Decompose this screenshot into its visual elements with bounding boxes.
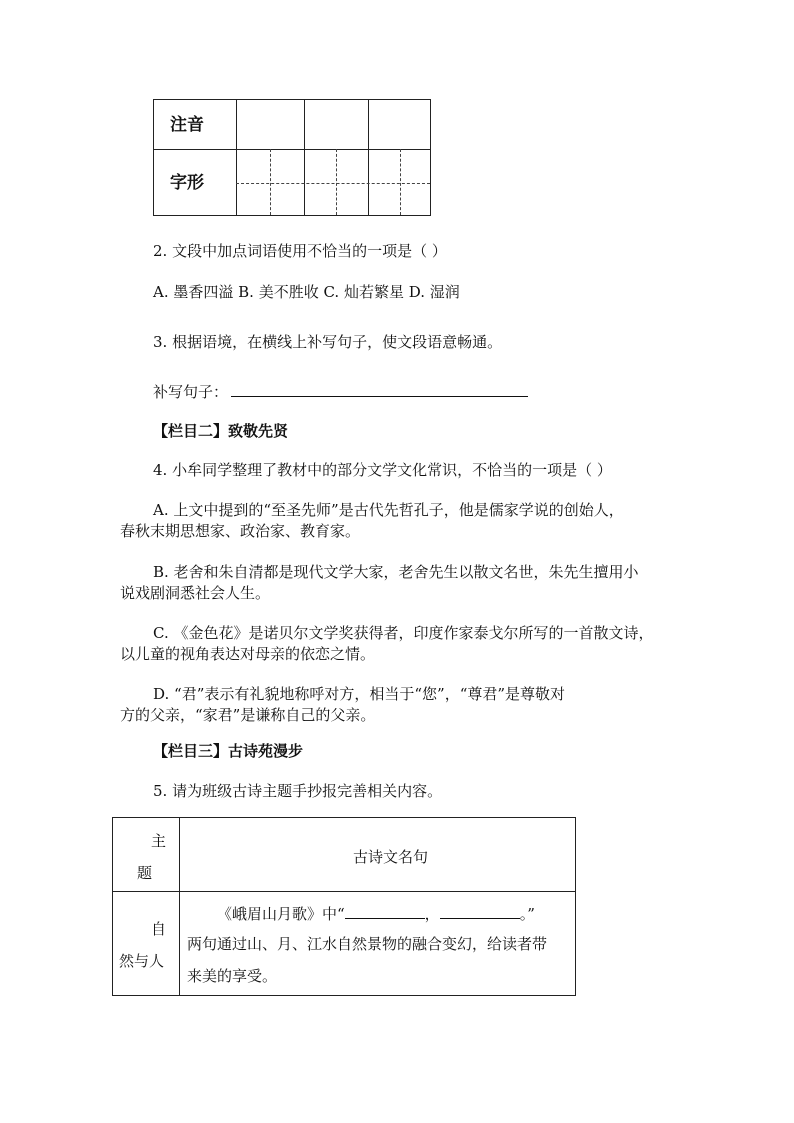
section3-title: 【栏目三】古诗苑漫步 — [153, 742, 304, 760]
grid-label-pinyin: 注音 — [170, 115, 204, 135]
poem-end-quote: 。” — [519, 905, 535, 923]
q4-option-d-line2: 方的父亲，“家君”是谦称自己的父亲。 — [120, 706, 376, 724]
table-row1-theme-1: 自 — [151, 920, 167, 938]
q2-options: A. 墨香四溢 B. 美不胜收 C. 灿若繁星 D. 湿润 — [153, 283, 460, 301]
table-header-content: 古诗文名句 — [353, 848, 429, 866]
grid-guide-vertical — [400, 149, 401, 215]
table-row1-line3: 来美的享受。 — [187, 967, 278, 985]
grid-col-divider — [368, 100, 369, 215]
table-row-divider — [113, 891, 575, 892]
q4-option-d-line1: D. “君”表示有礼貌地称呼对方，相当于“您”，“尊君”是尊敬对 — [153, 685, 566, 703]
q3-fill-label: 补写句子： — [153, 383, 229, 401]
grid-row-divider — [154, 149, 430, 150]
poem-separator: ， — [424, 905, 440, 923]
q4-option-b-line2: 说戏剧洞悉社会人生。 — [120, 584, 271, 602]
grid-guide-vertical — [270, 149, 271, 215]
q4-option-a-line1: A. 上文中提到的“至圣先师”是古代先哲孔子，他是儒家学说的创始人， — [153, 501, 624, 519]
q3-answer-line[interactable] — [231, 396, 528, 397]
q4-option-b-line1: B. 老舍和朱自清都是现代文学大家，老舍先生以散文名世，朱先生擅用小 — [153, 563, 639, 581]
q4-option-c-line2: 以儿童的视角表达对母亲的依恋之情。 — [120, 645, 376, 663]
q2-stem: 2. 文段中加点词语使用不恰当的一项是（ ） — [153, 242, 447, 260]
q5-stem: 5. 请为班级古诗主题手抄报完善相关内容。 — [153, 782, 443, 800]
table-row1-line1 — [217, 903, 535, 924]
grid-label-character: 字形 — [170, 173, 204, 193]
table-header-theme-1: 主 — [151, 832, 167, 850]
q4-option-a-line2: 春秋末期思想家、政治家、教育家。 — [120, 522, 361, 540]
grid-col-divider — [236, 100, 237, 215]
grid-col-divider — [304, 100, 305, 215]
poem-theme-table — [112, 817, 576, 996]
q4-option-c-line1: C. 《金色花》是诺贝尔文学奖获得者，印度作家泰戈尔所写的一首散文诗， — [153, 624, 654, 642]
table-row1-line2: 两句通过山、月、江水自然景物的融合变幻，给读者带 — [187, 935, 548, 953]
table-header-theme-2: 题 — [137, 864, 153, 882]
q3-stem: 3. 根据语境，在横线上补写句子，使文段语意畅通。 — [153, 333, 503, 351]
table-row1-theme-2: 然与人 — [119, 952, 165, 970]
poem-title-quote: 《峨眉山月歌》中“ — [217, 905, 345, 923]
poem-blank-1[interactable] — [345, 904, 425, 919]
poem-blank-2[interactable] — [440, 904, 520, 919]
pinyin-character-grid — [153, 99, 431, 216]
q4-stem: 4. 小牟同学整理了教材中的部分文学文化常识，不恰当的一项是（ ） — [153, 461, 612, 479]
section2-title: 【栏目二】致敬先贤 — [153, 422, 289, 440]
grid-guide-vertical — [336, 149, 337, 215]
table-col-divider — [179, 818, 180, 995]
